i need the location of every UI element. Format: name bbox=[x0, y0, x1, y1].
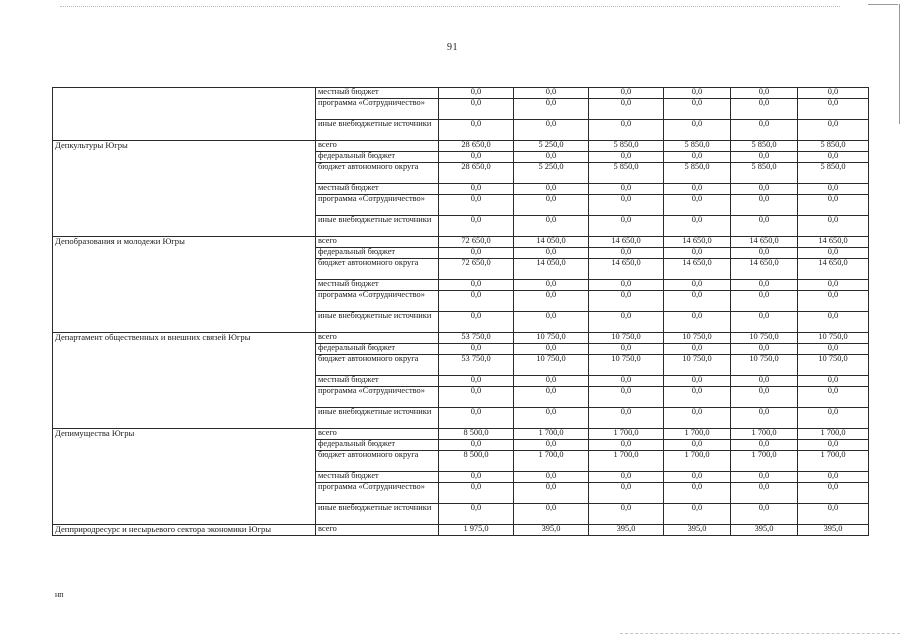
amount-cell: 0,0 bbox=[798, 216, 869, 237]
amount-cell: 0,0 bbox=[664, 152, 731, 163]
amount-cell: 0,0 bbox=[798, 376, 869, 387]
amount-cell: 0,0 bbox=[664, 408, 731, 429]
funding-source-cell: иные внебюджетные источники bbox=[316, 504, 439, 525]
amount-cell: 0,0 bbox=[589, 504, 664, 525]
scan-artifact-corner bbox=[868, 4, 898, 5]
amount-cell: 0,0 bbox=[439, 248, 514, 259]
amount-cell: 28 650,0 bbox=[439, 163, 514, 184]
amount-cell: 0,0 bbox=[514, 483, 589, 504]
amount-cell: 0,0 bbox=[589, 408, 664, 429]
amount-cell: 0,0 bbox=[664, 376, 731, 387]
amount-cell: 0,0 bbox=[664, 440, 731, 451]
amount-cell: 5 850,0 bbox=[664, 163, 731, 184]
amount-cell: 14 650,0 bbox=[798, 237, 869, 248]
amount-cell: 10 750,0 bbox=[664, 355, 731, 376]
table-row bbox=[53, 88, 869, 99]
amount-cell: 10 750,0 bbox=[514, 355, 589, 376]
amount-cell: 0,0 bbox=[798, 483, 869, 504]
amount-cell: 0,0 bbox=[514, 88, 589, 99]
amount-cell: 0,0 bbox=[589, 99, 664, 120]
amount-cell: 0,0 bbox=[798, 99, 869, 120]
amount-cell: 10 750,0 bbox=[589, 333, 664, 344]
amount-cell: 0,0 bbox=[664, 120, 731, 141]
amount-cell: 5 850,0 bbox=[798, 163, 869, 184]
amount-cell: 10 750,0 bbox=[798, 333, 869, 344]
funding-source-cell: бюджет автономного округа bbox=[316, 451, 439, 472]
organization-cell: Депимущества Югры bbox=[53, 429, 316, 525]
amount-cell: 72 650,0 bbox=[439, 237, 514, 248]
amount-cell: 0,0 bbox=[664, 88, 731, 99]
amount-cell: 0,0 bbox=[731, 376, 798, 387]
amount-cell: 0,0 bbox=[439, 344, 514, 355]
amount-cell: 0,0 bbox=[731, 472, 798, 483]
amount-cell: 0,0 bbox=[731, 88, 798, 99]
amount-cell: 0,0 bbox=[731, 120, 798, 141]
amount-cell: 0,0 bbox=[439, 195, 514, 216]
amount-cell: 0,0 bbox=[798, 312, 869, 333]
funding-source-cell: всего bbox=[316, 333, 439, 344]
amount-cell: 5 850,0 bbox=[664, 141, 731, 152]
amount-cell: 1 700,0 bbox=[664, 451, 731, 472]
amount-cell: 0,0 bbox=[731, 408, 798, 429]
funding-source-cell: бюджет автономного округа bbox=[316, 259, 439, 280]
funding-source-cell: местный бюджет bbox=[316, 472, 439, 483]
amount-cell: 0,0 bbox=[731, 195, 798, 216]
amount-cell: 0,0 bbox=[589, 291, 664, 312]
amount-cell: 0,0 bbox=[664, 472, 731, 483]
footer-mark: нп bbox=[55, 590, 64, 599]
amount-cell: 10 750,0 bbox=[798, 355, 869, 376]
amount-cell: 0,0 bbox=[514, 280, 589, 291]
amount-cell: 0,0 bbox=[731, 440, 798, 451]
amount-cell: 10 750,0 bbox=[664, 333, 731, 344]
amount-cell: 14 650,0 bbox=[589, 237, 664, 248]
funding-source-cell: иные внебюджетные источники bbox=[316, 408, 439, 429]
amount-cell: 0,0 bbox=[439, 120, 514, 141]
scan-artifact-top bbox=[60, 6, 840, 7]
amount-cell: 0,0 bbox=[514, 387, 589, 408]
amount-cell: 0,0 bbox=[798, 88, 869, 99]
amount-cell: 0,0 bbox=[439, 376, 514, 387]
amount-cell: 1 700,0 bbox=[731, 451, 798, 472]
amount-cell: 14 650,0 bbox=[589, 259, 664, 280]
amount-cell: 0,0 bbox=[589, 483, 664, 504]
organization-cell: Депобразования и молодежи Югры bbox=[53, 237, 316, 333]
amount-cell: 0,0 bbox=[798, 504, 869, 525]
amount-cell: 0,0 bbox=[798, 291, 869, 312]
organization-cell: Депкультуры Югры bbox=[53, 141, 316, 237]
amount-cell: 0,0 bbox=[664, 99, 731, 120]
amount-cell: 5 850,0 bbox=[589, 141, 664, 152]
amount-cell: 72 650,0 bbox=[439, 259, 514, 280]
amount-cell: 0,0 bbox=[798, 344, 869, 355]
table-row bbox=[53, 525, 869, 536]
amount-cell: 0,0 bbox=[664, 280, 731, 291]
amount-cell: 0,0 bbox=[798, 408, 869, 429]
amount-cell: 1 700,0 bbox=[731, 429, 798, 440]
organization-cell bbox=[53, 88, 316, 141]
amount-cell: 0,0 bbox=[731, 280, 798, 291]
amount-cell: 0,0 bbox=[731, 483, 798, 504]
amount-cell: 0,0 bbox=[664, 195, 731, 216]
funding-source-cell: всего bbox=[316, 237, 439, 248]
amount-cell: 53 750,0 bbox=[439, 333, 514, 344]
funding-source-cell: программа «Сотрудничество» bbox=[316, 99, 439, 120]
funding-source-cell: всего bbox=[316, 141, 439, 152]
funding-source-cell: иные внебюджетные источники bbox=[316, 120, 439, 141]
amount-cell: 0,0 bbox=[664, 387, 731, 408]
amount-cell: 5 850,0 bbox=[731, 141, 798, 152]
amount-cell: 0,0 bbox=[731, 99, 798, 120]
amount-cell: 10 750,0 bbox=[514, 333, 589, 344]
funding-source-cell: местный бюджет bbox=[316, 280, 439, 291]
amount-cell: 10 750,0 bbox=[731, 333, 798, 344]
funding-source-cell: иные внебюджетные источники bbox=[316, 216, 439, 237]
amount-cell: 0,0 bbox=[731, 291, 798, 312]
amount-cell: 0,0 bbox=[798, 248, 869, 259]
amount-cell: 14 650,0 bbox=[664, 237, 731, 248]
amount-cell: 0,0 bbox=[589, 120, 664, 141]
amount-cell: 0,0 bbox=[514, 291, 589, 312]
amount-cell: 0,0 bbox=[589, 344, 664, 355]
amount-cell: 0,0 bbox=[439, 152, 514, 163]
amount-cell: 1 700,0 bbox=[514, 451, 589, 472]
amount-cell: 0,0 bbox=[589, 184, 664, 195]
amount-cell: 0,0 bbox=[664, 248, 731, 259]
funding-source-cell: бюджет автономного округа bbox=[316, 163, 439, 184]
amount-cell: 0,0 bbox=[589, 152, 664, 163]
funding-source-cell: федеральный бюджет bbox=[316, 344, 439, 355]
amount-cell: 0,0 bbox=[798, 152, 869, 163]
amount-cell: 5 250,0 bbox=[514, 163, 589, 184]
amount-cell: 10 750,0 bbox=[731, 355, 798, 376]
amount-cell: 0,0 bbox=[664, 483, 731, 504]
organization-cell: Депприродресурс и несырьевого сектора экономики Югры bbox=[53, 525, 316, 536]
amount-cell: 0,0 bbox=[439, 216, 514, 237]
table-row bbox=[53, 429, 869, 440]
amount-cell: 0,0 bbox=[439, 184, 514, 195]
amount-cell: 0,0 bbox=[798, 472, 869, 483]
funding-source-cell: программа «Сотрудничество» bbox=[316, 387, 439, 408]
amount-cell: 14 650,0 bbox=[731, 259, 798, 280]
amount-cell: 0,0 bbox=[589, 387, 664, 408]
amount-cell: 0,0 bbox=[514, 99, 589, 120]
amount-cell: 0,0 bbox=[514, 504, 589, 525]
amount-cell: 0,0 bbox=[664, 312, 731, 333]
amount-cell: 0,0 bbox=[439, 387, 514, 408]
amount-cell: 0,0 bbox=[589, 88, 664, 99]
amount-cell: 0,0 bbox=[514, 376, 589, 387]
amount-cell: 0,0 bbox=[514, 216, 589, 237]
page-number: 91 bbox=[447, 42, 458, 53]
amount-cell: 8 500,0 bbox=[439, 451, 514, 472]
amount-cell: 0,0 bbox=[514, 184, 589, 195]
amount-cell: 1 700,0 bbox=[664, 429, 731, 440]
amount-cell: 5 850,0 bbox=[798, 141, 869, 152]
funding-table bbox=[52, 87, 869, 536]
amount-cell: 0,0 bbox=[731, 184, 798, 195]
amount-cell: 28 650,0 bbox=[439, 141, 514, 152]
amount-cell: 0,0 bbox=[514, 408, 589, 429]
funding-source-cell: федеральный бюджет bbox=[316, 440, 439, 451]
amount-cell: 0,0 bbox=[589, 376, 664, 387]
amount-cell: 0,0 bbox=[798, 440, 869, 451]
amount-cell: 0,0 bbox=[439, 440, 514, 451]
amount-cell: 0,0 bbox=[439, 291, 514, 312]
amount-cell: 1 700,0 bbox=[589, 429, 664, 440]
amount-cell: 5 850,0 bbox=[589, 163, 664, 184]
funding-source-cell: бюджет автономного округа bbox=[316, 355, 439, 376]
amount-cell: 0,0 bbox=[514, 440, 589, 451]
amount-cell: 0,0 bbox=[439, 88, 514, 99]
amount-cell: 0,0 bbox=[664, 344, 731, 355]
amount-cell: 0,0 bbox=[664, 504, 731, 525]
amount-cell: 0,0 bbox=[439, 99, 514, 120]
amount-cell: 0,0 bbox=[514, 344, 589, 355]
amount-cell: 395,0 bbox=[589, 525, 664, 536]
funding-source-cell: всего bbox=[316, 429, 439, 440]
funding-source-cell: программа «Сотрудничество» bbox=[316, 291, 439, 312]
amount-cell: 0,0 bbox=[798, 184, 869, 195]
funding-source-cell: местный бюджет bbox=[316, 376, 439, 387]
funding-source-cell: программа «Сотрудничество» bbox=[316, 483, 439, 504]
amount-cell: 0,0 bbox=[589, 440, 664, 451]
amount-cell: 0,0 bbox=[731, 504, 798, 525]
table-row bbox=[53, 141, 869, 152]
amount-cell: 14 650,0 bbox=[731, 237, 798, 248]
amount-cell: 0,0 bbox=[798, 387, 869, 408]
amount-cell: 0,0 bbox=[589, 195, 664, 216]
amount-cell: 0,0 bbox=[589, 472, 664, 483]
amount-cell: 1 700,0 bbox=[589, 451, 664, 472]
amount-cell: 0,0 bbox=[439, 472, 514, 483]
amount-cell: 0,0 bbox=[514, 472, 589, 483]
funding-source-cell: программа «Сотрудничество» bbox=[316, 195, 439, 216]
amount-cell: 53 750,0 bbox=[439, 355, 514, 376]
amount-cell: 0,0 bbox=[798, 195, 869, 216]
amount-cell: 0,0 bbox=[664, 216, 731, 237]
amount-cell: 0,0 bbox=[589, 248, 664, 259]
funding-source-cell: иные внебюджетные источники bbox=[316, 312, 439, 333]
funding-source-cell: федеральный бюджет bbox=[316, 248, 439, 259]
amount-cell: 0,0 bbox=[514, 312, 589, 333]
scan-artifact-bottom bbox=[620, 633, 900, 634]
funding-source-cell: федеральный бюджет bbox=[316, 152, 439, 163]
amount-cell: 10 750,0 bbox=[589, 355, 664, 376]
amount-cell: 0,0 bbox=[664, 184, 731, 195]
amount-cell: 1 975,0 bbox=[439, 525, 514, 536]
amount-cell: 0,0 bbox=[589, 312, 664, 333]
scan-artifact-edge bbox=[899, 4, 900, 124]
amount-cell: 0,0 bbox=[798, 120, 869, 141]
amount-cell: 0,0 bbox=[798, 280, 869, 291]
amount-cell: 0,0 bbox=[731, 248, 798, 259]
funding-source-cell: местный бюджет bbox=[316, 88, 439, 99]
amount-cell: 0,0 bbox=[731, 216, 798, 237]
amount-cell: 0,0 bbox=[664, 291, 731, 312]
amount-cell: 0,0 bbox=[731, 387, 798, 408]
amount-cell: 14 650,0 bbox=[798, 259, 869, 280]
amount-cell: 1 700,0 bbox=[514, 429, 589, 440]
amount-cell: 395,0 bbox=[731, 525, 798, 536]
amount-cell: 5 250,0 bbox=[514, 141, 589, 152]
amount-cell: 0,0 bbox=[514, 195, 589, 216]
amount-cell: 5 850,0 bbox=[731, 163, 798, 184]
amount-cell: 0,0 bbox=[731, 152, 798, 163]
amount-cell: 8 500,0 bbox=[439, 429, 514, 440]
amount-cell: 1 700,0 bbox=[798, 451, 869, 472]
table-row bbox=[53, 333, 869, 344]
amount-cell: 0,0 bbox=[514, 120, 589, 141]
amount-cell: 0,0 bbox=[514, 152, 589, 163]
amount-cell: 14 050,0 bbox=[514, 259, 589, 280]
amount-cell: 0,0 bbox=[439, 280, 514, 291]
table-row bbox=[53, 237, 869, 248]
organization-cell: Департамент общественных и внешних связей Югры bbox=[53, 333, 316, 429]
amount-cell: 0,0 bbox=[439, 483, 514, 504]
amount-cell: 0,0 bbox=[731, 344, 798, 355]
amount-cell: 0,0 bbox=[514, 248, 589, 259]
amount-cell: 0,0 bbox=[589, 216, 664, 237]
amount-cell: 0,0 bbox=[439, 504, 514, 525]
amount-cell: 395,0 bbox=[798, 525, 869, 536]
amount-cell: 0,0 bbox=[731, 312, 798, 333]
amount-cell: 395,0 bbox=[514, 525, 589, 536]
amount-cell: 0,0 bbox=[589, 280, 664, 291]
funding-source-cell: местный бюджет bbox=[316, 184, 439, 195]
amount-cell: 0,0 bbox=[439, 408, 514, 429]
amount-cell: 14 650,0 bbox=[664, 259, 731, 280]
amount-cell: 14 050,0 bbox=[514, 237, 589, 248]
amount-cell: 0,0 bbox=[439, 312, 514, 333]
funding-source-cell: всего bbox=[316, 525, 439, 536]
amount-cell: 395,0 bbox=[664, 525, 731, 536]
amount-cell: 1 700,0 bbox=[798, 429, 869, 440]
